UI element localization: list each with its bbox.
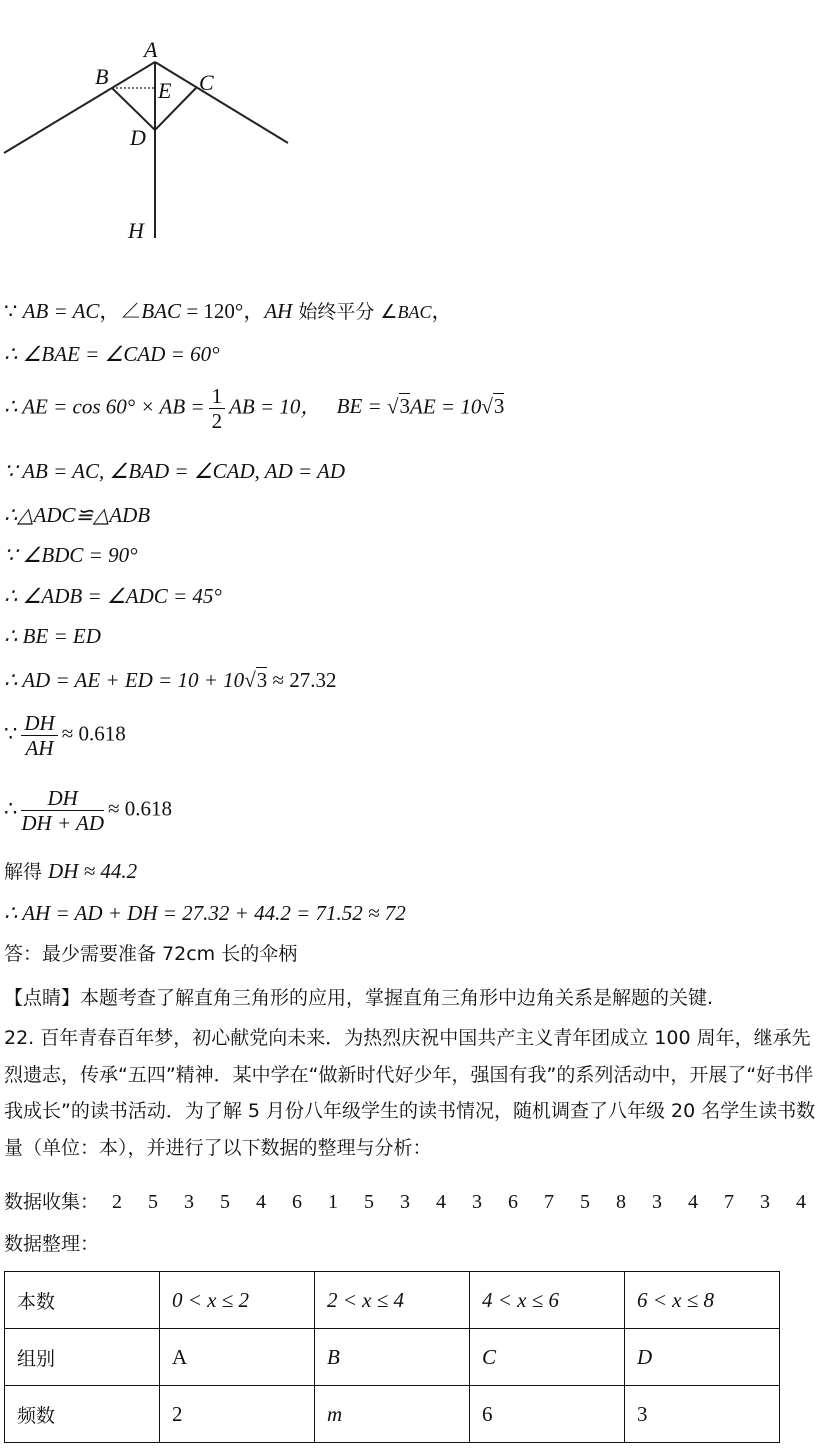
table-cell: 2 < x ≤ 4 xyxy=(315,1272,470,1329)
text: BE = xyxy=(336,394,382,419)
question-22-text: 22. 百年青春百年梦，初心献党向未来．为热烈庆祝中国共产主义青年团成立 100 周年，继承先烈遗志，传承“五四”精神．某中学在“做新时代好少年，强国有我”的系列活动中，开展了“好书伴我成长”的读书活动．为了解 5 月份八年级学生的读书情况，随机调查了八年级 20 名学生读书数量（单位：本），并进行了以下数据的整理与分析： xyxy=(4,1027,816,1159)
solution-line-2: ∴ ∠BAE = ∠CAD = 60° xyxy=(4,342,220,366)
sqrt-radicand: 3 xyxy=(256,668,268,692)
text: BAC xyxy=(141,299,182,323)
collection-value: 3 xyxy=(652,1191,663,1213)
solution-line-13: ∴ AH = AD + DH = 27.32 + 44.2 = 71.52 ≈ 72 xyxy=(4,901,406,925)
table-cell: 3 xyxy=(625,1386,780,1443)
table-cell: A xyxy=(160,1329,315,1386)
collection-value: 4 xyxy=(436,1191,447,1213)
solution-line-7: ∴ ∠ADB = ∠ADC = 45° xyxy=(4,584,222,608)
table-row xyxy=(5,1329,780,1386)
text: ，∠ xyxy=(99,299,142,323)
collection-value: 5 xyxy=(220,1191,231,1213)
collection-value: 1 xyxy=(328,1191,339,1213)
sqrt-radicand: 3 xyxy=(399,394,411,419)
table-cell: 0 < x ≤ 2 xyxy=(160,1272,315,1329)
label-C: C xyxy=(199,70,214,95)
text: DH ≈ 44.2 xyxy=(48,859,138,883)
fraction-DH-AH xyxy=(21,711,57,760)
collection-value: 5 xyxy=(148,1191,159,1213)
right-rib xyxy=(155,62,288,143)
table-cell: B xyxy=(315,1329,470,1386)
collection-value: 3 xyxy=(184,1191,195,1213)
data-collection-line xyxy=(4,1184,826,1220)
numerator: 1 xyxy=(209,384,226,409)
numerator: DH xyxy=(21,711,57,736)
text: ∴ AD = AE + ED = 10 + 10 xyxy=(4,668,245,692)
text: ≈ 0.618 xyxy=(108,796,173,821)
solution-line-8: ∴ BE = ED xyxy=(4,624,101,648)
text: ∴ AE = cos 60° × AB = xyxy=(4,394,205,419)
solution-line-11 xyxy=(4,786,172,835)
denominator: AH xyxy=(25,736,54,760)
text: 始终平分 ∠ xyxy=(292,301,398,323)
label-H: H xyxy=(128,218,144,243)
table-cell: 组别 xyxy=(5,1329,160,1386)
collection-value: 5 xyxy=(364,1191,375,1213)
table-cell: C xyxy=(470,1329,625,1386)
text: BAC xyxy=(397,302,432,322)
label-D: D xyxy=(130,125,146,150)
solution-line-1 xyxy=(4,298,452,325)
text: ≈ 0.618 xyxy=(61,721,126,746)
solution-line-6: ∵ ∠BDC = 90° xyxy=(4,543,138,567)
table-cell: 频数 xyxy=(5,1386,160,1443)
collection-value: 8 xyxy=(616,1191,627,1213)
collection-value: 3 xyxy=(472,1191,483,1213)
table-row xyxy=(5,1386,780,1443)
text: = 120°， xyxy=(181,299,265,323)
table-cell: 6 < x ≤ 8 xyxy=(625,1272,780,1329)
label-E: E xyxy=(158,78,172,103)
collection-value: 5 xyxy=(580,1191,591,1213)
label-B: B xyxy=(95,64,109,89)
label-A: A xyxy=(144,37,158,62)
collection-value: 2 xyxy=(112,1191,123,1213)
sqrt-radicand: 3 xyxy=(493,394,505,419)
denominator: 2 xyxy=(211,409,223,433)
fraction-half xyxy=(209,384,226,433)
data-organize-label: 数据整理： xyxy=(4,1233,100,1255)
collection-value: 4 xyxy=(796,1191,807,1213)
denominator: DH + AD xyxy=(21,811,104,835)
table-cell: m xyxy=(315,1386,470,1443)
answer-line: 答：最少需要准备 72cm 长的伞柄 xyxy=(4,943,298,965)
text: AB = AC xyxy=(22,299,100,323)
text: AH xyxy=(264,299,293,323)
collection-value: 4 xyxy=(688,1191,699,1213)
table-cell: 4 < x ≤ 6 xyxy=(470,1272,625,1329)
solution-line-3: ∴ AE = cos 60° × AB = $\frac{1}{2}$ AB = 10， BE = √3AE = 10√3 xyxy=(4,384,505,433)
because-symbol: ∵ xyxy=(4,299,23,323)
table-row xyxy=(5,1272,780,1329)
table-cell: 6 xyxy=(470,1386,625,1443)
solution-line-4: ∵ AB = AC, ∠BAD = ∠CAD, AD = AD xyxy=(4,459,346,483)
solution-line-5: ∴△ADC≌△ADB xyxy=(4,503,151,527)
collection-value: 6 xyxy=(292,1191,303,1213)
text: AB = 10， xyxy=(229,394,322,419)
collection-label: 数据收集： xyxy=(4,1191,100,1213)
solution-line-12 xyxy=(4,858,137,885)
frequency-table xyxy=(4,1271,780,1443)
fraction-DH-sum xyxy=(21,786,104,835)
table-cell: 本数 xyxy=(5,1272,160,1329)
text: ， xyxy=(431,299,453,323)
table-cell: 2 xyxy=(160,1386,315,1443)
text: ≈ 27.32 xyxy=(267,668,337,692)
solution-line-9: ∴ AD = AE + ED = 10 + 10√3 ≈ 27.32 xyxy=(4,668,337,692)
solution-line-10 xyxy=(4,711,126,760)
because-symbol: ∵ xyxy=(4,721,18,746)
collection-value: 3 xyxy=(400,1191,411,1213)
collection-value: 4 xyxy=(256,1191,267,1213)
collection-values xyxy=(99,1191,819,1213)
collection-value: 6 xyxy=(508,1191,519,1213)
therefore-symbol: ∴ xyxy=(4,796,18,821)
umbrella-diagram xyxy=(0,0,300,250)
numerator: DH xyxy=(21,786,104,811)
collection-value: 3 xyxy=(760,1191,771,1213)
text: 解得 xyxy=(4,861,49,883)
table-cell: D xyxy=(625,1329,780,1386)
text: AE = 10 xyxy=(410,394,482,419)
collection-value: 7 xyxy=(544,1191,555,1213)
segment-BD xyxy=(112,88,155,130)
dianjing-note: 【点睛】本题考查了解直角三角形的应用，掌握直角三角形中边角关系是解题的关键. xyxy=(4,987,714,1009)
collection-value: 7 xyxy=(724,1191,735,1213)
